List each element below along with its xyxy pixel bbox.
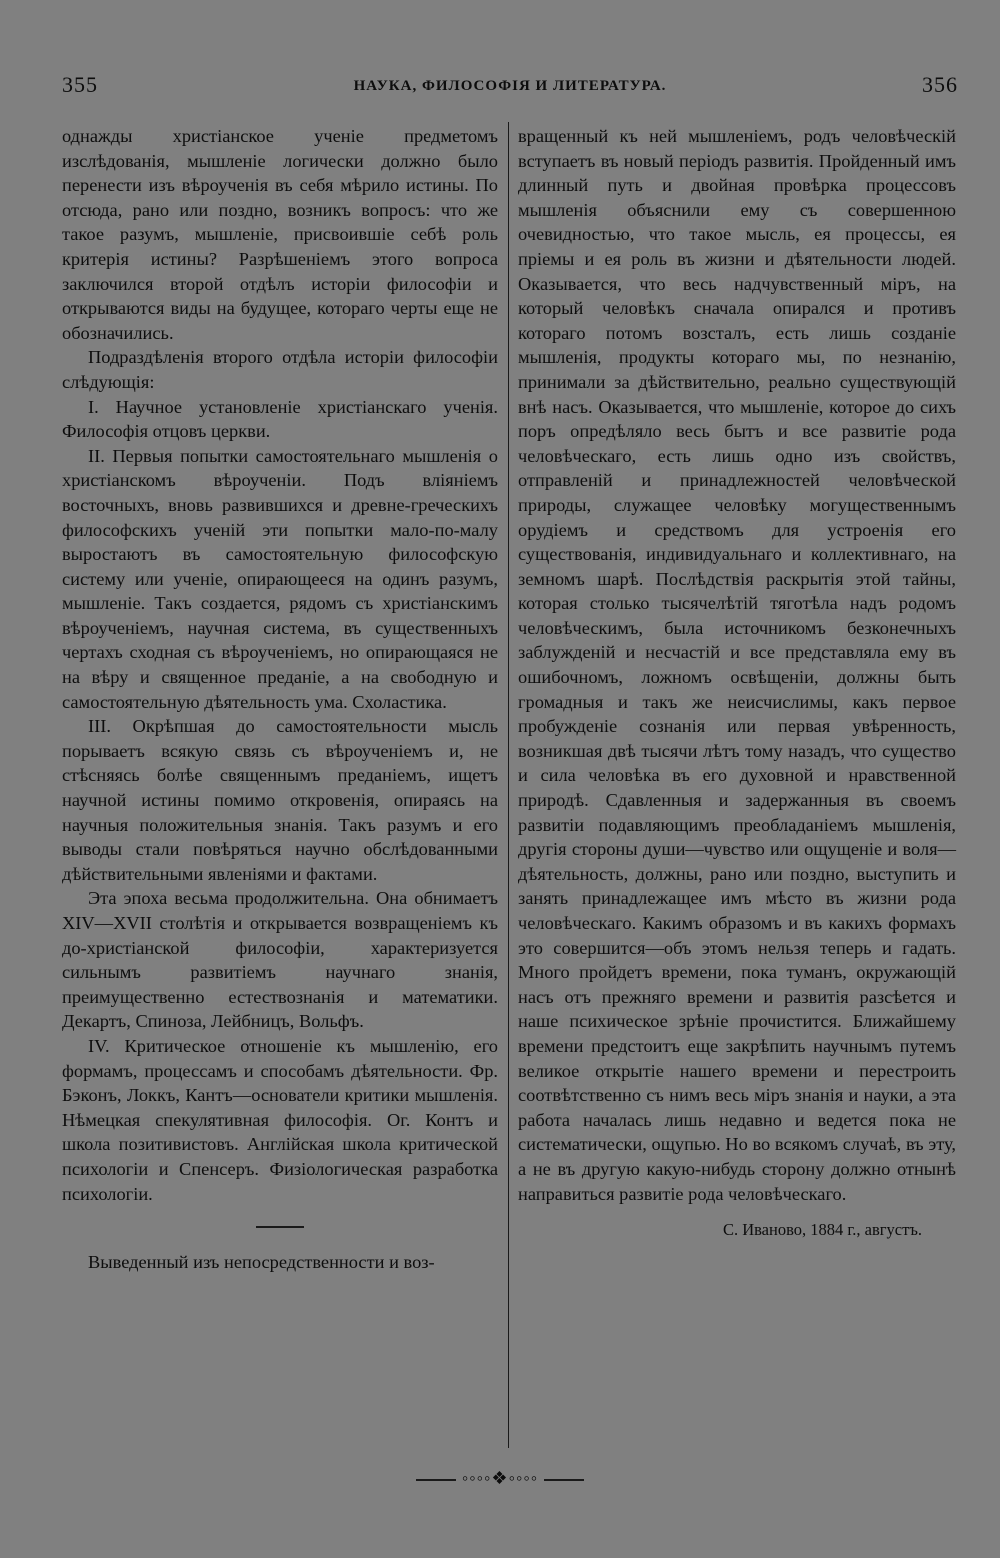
left-page-number: 355 bbox=[62, 72, 98, 97]
paragraph: вращенный къ ней мышленіемъ, родъ человѣческій вступаетъ въ новый періодъ развитія. Пройденный имъ длинный путь и двойная провѣрка процессовъ мышленія объяснили ему съ совершенною очевидностью, что такое мысль, ея процессы, ея пріемы и ея роль въ жизни и дѣятельности людей. Оказывается, что весь надчувственный міръ, на который человѣкъ сначала опирался и противъ котораго потомъ возсталъ, есть лишь созданіе мышленія, продукты котораго мы, по незнанію, принимали за дѣйствительно, реально существующій внѣ насъ. Оказывается, что мышленіе, которое до сихъ поръ опредѣляло весь бытъ и все развитіе рода человѣческаго, есть лишь одно изъ свойствъ, отправленій и принадлежностей человѣческой природы, служащее человѣку могущественнымъ орудіемъ и средствомъ для устроенія его существованія, индивидуальнаго и коллективнаго, на земномъ шарѣ. Послѣдствія раскрытія этой тайны, которая столько тысячелѣтій тяготѣла надъ родомъ человѣческимъ, была источникомъ безконечныхъ заблужденій и несчастій и все представляла ему въ ошибочномъ, ложномъ освѣщеніи, должны быть громадныя и такъ же неисчислимы, какъ первое пробужденіе сознанія или первая увѣренность, возникшая двѣ тысячи лѣтъ тому назадъ, что существо и сила человѣка въ его духовной и нравственной природѣ. Сдавленныя и задержанныя въ своемъ развитіи подавляющимъ преобладаніемъ мышленія, другія стороны души—чувство или ощущеніе и воля—дѣятельность, должны, рано или поздно, выступить и занять принадлежащее имъ мѣсто въ жизни рода человѣческаго. Какимъ образомъ и въ какихъ формахъ это совершится—объ этомъ нельзя теперь и гадать. Много пройдетъ времени, пока туманъ, окружающій насъ отъ прежняго времени и развитія разсѣется и наше психическое зрѣніе прочистится. Ближайшему времени предстоитъ еще закрѣпить научнымъ путемъ великое открытіе нашего времени и перестроить соотвѣтственно съ нимъ весь міръ знанія и науки, а эта работа началась лишь недавно и ведется пока не систематически, ощупью. Но во всякомъ случаѣ, въ эту, а не въ другую какую-нибудь сторону должно отнынѣ направиться развитіе рода человѣческаго. bbox=[518, 126, 956, 1204]
paragraph: IV. Критическое отношеніе къ мышленію, его формамъ, процессамъ и способамъ дѣятельности. Фр. Бэконъ, Локкъ, Кантъ—основатели критики мышленія. Нѣмецкая спекулятивная философія. Ог. Контъ и школа позитивистовъ. Англійская школа критической психологіи и Спенсеръ. Физіологическая разработка психологіи. bbox=[62, 1035, 498, 1204]
ornament-glyphs: ◦◦◦◦❖◦◦◦◦ bbox=[461, 1468, 539, 1488]
page-header bbox=[62, 72, 958, 104]
ornament-line bbox=[544, 1479, 584, 1481]
paragraph: II. Первыя попытки самостоятельнаго мышленія о христіанскомъ вѣроученіи. Подъ вліяніемъ восточныхъ, вновь развившихся и древне-греческихъ философскихъ ученій эти попытки мало-по-малу выростаютъ въ самостоятельную философскую систему или ученіе, опирающееся на одинъ разумъ, мышленіе. Такъ создается, рядомъ съ христіанскимъ вѣроученіемъ, научная система, въ существенныхъ чертахъ сходная съ вѣроученіемъ, но опирающаяся не на вѣру и священное преданіе, а на свободную и самостоятельную дѣятельность ума. Схоластика. bbox=[62, 445, 498, 712]
paragraph: Подраздѣленія второго отдѣла исторіи философіи слѣдующія: bbox=[62, 347, 498, 392]
paragraph: Эта эпоха весьма продолжительна. Она обнимаетъ XIV—XVII столѣтія и открывается возвращеніемъ къ до-христіанской философіи, характеризуется сильнымъ развитіемъ научнаго знанія, преимущественно естествознанія и математики. Декартъ, Спиноза, Лейбницъ, Вольфъ. bbox=[62, 888, 498, 1032]
paragraph: однажды христіанское ученіе предметомъ изслѣдованія, мышленіе логически должно было перенести изъ вѣроученія въ себя мѣрило истины. По отсюда, рано или поздно, возникъ вопросъ: что же такое разумъ, мышленіе, присвоившіе себѣ роль критерія истины? Разрѣшеніемъ этого вопроса заключился второй отдѣлъ исторіи философіи и открываются виды на будущее, котораго черты еще не обозначились. bbox=[62, 126, 498, 343]
paragraph: Выведенный изъ непосредственности и воз- bbox=[88, 1252, 435, 1273]
signature: С. Иваново, 1884 г., августъ. bbox=[722, 1220, 922, 1240]
column-rule bbox=[508, 122, 509, 1448]
paragraph: III. Окрѣпшая до самостоятельности мысль порываетъ всякую связь съ вѣроученіемъ и, не стѣсняясь болѣе священнымъ преданіемъ, ищетъ научной истины помимо откровенія, опираясь на научныя положительныя знанія. Такъ разумъ и его выводы стали повѣряться научно обслѣдованными дѣйствительными явленіями и фактами. bbox=[62, 716, 498, 884]
right-column bbox=[518, 124, 956, 1243]
running-title: НАУКА, ФИЛОСОФІЯ И ЛИТЕРАТУРА. bbox=[353, 78, 667, 94]
paragraph: I. Научное установленіе христіанскаго ученія. Философія отцовъ церкви. bbox=[62, 396, 498, 442]
left-column bbox=[62, 124, 498, 1275]
ornament-line bbox=[416, 1479, 456, 1481]
right-page-number: 356 bbox=[922, 72, 958, 97]
ornament-divider bbox=[0, 1468, 1000, 1489]
section-separator bbox=[256, 1226, 304, 1228]
